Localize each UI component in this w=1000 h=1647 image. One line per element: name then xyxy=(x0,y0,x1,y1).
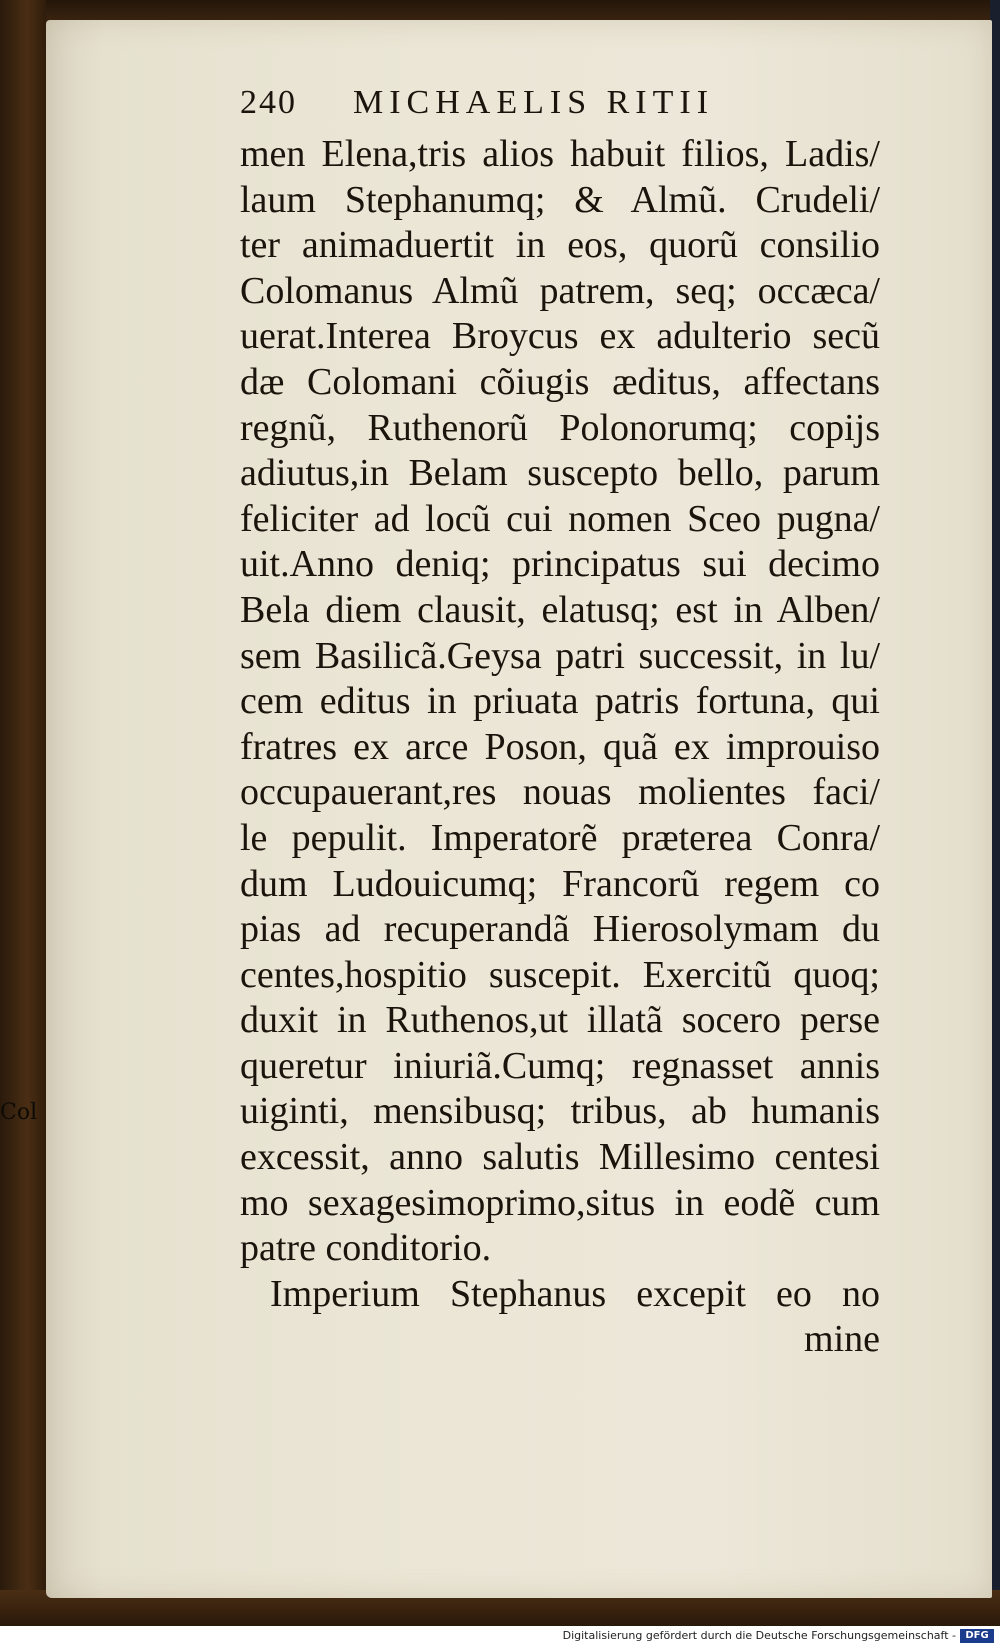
text-line: dæ Colomani cõiugis æditus, affectans xyxy=(240,360,880,403)
text-line: uerat.Interea Broycus ex adulterio secũ xyxy=(240,315,880,358)
text-line: queretur iniuriã.Cumq; regnasset annis xyxy=(240,1044,880,1087)
digitization-footer xyxy=(0,1626,1000,1647)
text-line: adiutus,in Belam suscepto bello, parum xyxy=(240,452,880,495)
book-spine-edge xyxy=(0,0,46,1620)
text-line: le pepulit. Imperatorẽ præterea Conra/ xyxy=(240,816,880,859)
text-line: occupauerant,res nouas molientes faci/ xyxy=(240,771,880,814)
text-line: patre conditorio. xyxy=(240,1227,492,1270)
running-header xyxy=(240,84,920,132)
text-line: Colomanus Almũ patrem, seq; occæca/ xyxy=(240,269,880,312)
funding-credit: Digitalisierung gefördert durch die Deutsche Forschungsgemeinschaft - xyxy=(562,1629,956,1642)
text-line: fratres ex arce Poson, quã ex improuiso xyxy=(240,725,880,768)
text-line: laum Stephanumq; & Almũ. Crudeli/ xyxy=(240,178,880,221)
text-line: excessit, anno salutis Millesimo centesi xyxy=(240,1136,880,1179)
text-line: dum Ludouicumq; Francorũ regem co xyxy=(240,862,880,905)
text-line: duxit in Ruthenos,ut illatã socero perse xyxy=(240,999,880,1042)
text-line: ter animaduertit in eos, quorũ consilio xyxy=(240,224,880,267)
text-line: men Elena,tris alios habuit filios, Ladis/ xyxy=(240,133,880,175)
text-line: uit.Anno deniq; principatus sui decimo xyxy=(240,543,880,586)
text-line: uiginti, mensibusq; tribus, ab humanis xyxy=(240,1090,880,1133)
running-title: MICHAELIS RITII xyxy=(353,84,715,121)
page-number: 240 xyxy=(240,84,297,121)
catchword: mine xyxy=(804,1318,880,1361)
text-line: cem editus in priuata patris fortuna, qui xyxy=(240,680,880,723)
paragraph-start-line: Imperium Stephanus excepit eo no xyxy=(270,1272,880,1315)
text-line: mo sexagesimoprimo,situs in eodẽ cum xyxy=(240,1181,880,1224)
text-line: Bela diem clausit, elatusq; est in Alben/ xyxy=(240,588,880,631)
text-line: feliciter ad locũ cui nomen Sceo pugna/ xyxy=(240,497,880,540)
text-line: regnũ, Ruthenorũ Polonorumq; copijs xyxy=(240,406,880,449)
page-text xyxy=(240,84,920,1363)
text-line: sem Basilicã.Geysa patri successit, in lu/ xyxy=(240,634,880,677)
text-line: centes,hospitio suscepit. Exercitũ quoq; xyxy=(240,953,880,996)
dfg-logo: DFG xyxy=(960,1629,994,1643)
text-line: pias ad recuperandã Hierosolymam du xyxy=(240,908,880,951)
book-top-edge xyxy=(0,0,1000,22)
adjacent-page-fragment: Col xyxy=(0,1100,38,1125)
